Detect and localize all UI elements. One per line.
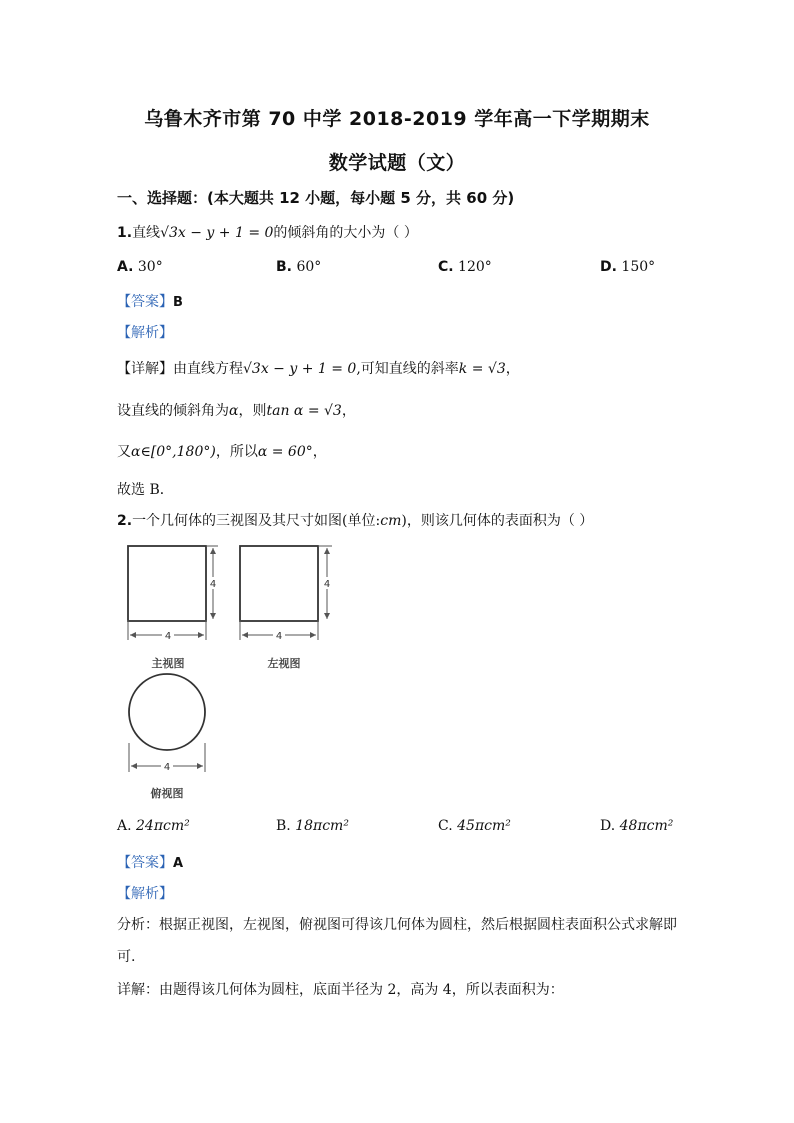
option-value: 30° [137, 259, 163, 275]
option-label: B. [276, 259, 292, 275]
answer-tag: 【答案】 [117, 855, 173, 871]
detail-tag: 【详解】 [117, 361, 173, 377]
detail-math: α = 60° [257, 444, 313, 460]
answer-value: A [173, 856, 184, 871]
analysis-line-1: 分析：根据正视图，左视图，俯视图可得该几何体为圆柱，然后根据圆柱表面积公式求解即 [117, 917, 677, 933]
option-value: 60° [296, 259, 322, 275]
front-view-label: 主视图 [151, 657, 185, 670]
answer-tag: 【答案】 [117, 294, 173, 310]
answer-row [117, 852, 183, 872]
three-view-figure [118, 540, 348, 805]
detail-text: ,可知直线的斜率 [356, 361, 459, 377]
option-label: C. [438, 818, 453, 834]
arrow-right-icon [198, 632, 204, 638]
option-label: D. [600, 259, 617, 275]
detail-text: 由直线方程 [173, 361, 243, 377]
arrow-down-icon [210, 613, 216, 619]
stem-text: )，则该几何体的表面积为（ ） [401, 513, 594, 529]
detail-text: ，则 [238, 403, 267, 419]
side-view-label: 左视图 [267, 657, 301, 670]
analysis-tag: 【解析】 [117, 325, 173, 341]
option-label: D. [600, 818, 616, 834]
option-label: A. [117, 818, 132, 834]
detail-line-3 [117, 441, 327, 461]
stem-unit: cm [380, 513, 402, 529]
width-dimension-label: 4 [163, 762, 171, 773]
top-view-label: 俯视图 [150, 787, 184, 800]
option-b[interactable] [276, 259, 321, 275]
arrow-right-icon [197, 763, 203, 769]
front-view-square [128, 546, 206, 621]
side-view [240, 546, 333, 670]
option-value: 24πcm² [136, 818, 190, 834]
detail-line: 详解：由题得该几何体为圆柱，底面半径为 2，高为 4，所以表面积为： [117, 982, 564, 998]
option-d[interactable] [600, 259, 655, 275]
option-a[interactable] [117, 259, 163, 275]
analysis-line-2: 可. [117, 949, 136, 965]
arrow-left-icon [130, 632, 136, 638]
answer-value: B [173, 295, 183, 310]
option-label: C. [438, 259, 454, 275]
option-value: 45πcm² [457, 818, 511, 834]
arrow-right-icon [310, 632, 316, 638]
detail-text: ，所以 [215, 444, 258, 460]
detail-math: α [229, 403, 239, 419]
option-d[interactable] [600, 818, 673, 834]
detail-math: k = √3 [458, 361, 506, 377]
option-value: 150° [621, 259, 656, 275]
stem-text: 一个几何体的三视图及其尺寸如图(单位: [132, 513, 381, 529]
arrow-up-icon [210, 548, 216, 554]
option-c[interactable] [438, 818, 511, 834]
detail-math: tan α = √3 [266, 403, 342, 419]
page-subtitle: 数学试题（文） [328, 152, 466, 174]
arrow-left-icon [131, 763, 137, 769]
question-number: 1. [117, 225, 133, 241]
top-view [129, 674, 205, 800]
detail-text: ， [505, 361, 520, 377]
side-view-square [240, 546, 318, 621]
option-value: 120° [458, 259, 492, 275]
arrow-left-icon [242, 632, 248, 638]
arrow-down-icon [324, 613, 330, 619]
option-label: B. [276, 818, 291, 834]
question-1-stem [117, 222, 418, 242]
top-view-circle [129, 674, 205, 750]
detail-text: 又 [117, 444, 131, 460]
detail-math: α∈[0°,180°) [131, 444, 216, 460]
front-view [128, 546, 219, 670]
height-dimension-label: 4 [209, 579, 217, 590]
detail-math: √3x − y + 1 = 0 [243, 361, 357, 377]
option-b[interactable] [276, 818, 349, 834]
detail-text: ， [312, 444, 327, 460]
stem-text: 的倾斜角的大小为（ ） [273, 225, 418, 241]
arrow-up-icon [324, 548, 330, 554]
analysis-tag: 【解析】 [117, 886, 173, 902]
question-2-stem [117, 510, 593, 530]
question-number: 2. [117, 513, 133, 529]
section-heading: 一、选择题：(本大题共 12 小题，每小题 5 分，共 60 分) [117, 189, 515, 207]
option-label: A. [117, 259, 134, 275]
width-dimension-label: 4 [275, 631, 283, 642]
page-title: 乌鲁木齐市第 70 中学 2018-2019 学年高一下学期期末 [144, 108, 650, 130]
detail-text: ， [341, 403, 356, 419]
detail-line-2 [117, 400, 356, 420]
stem-equation: √3x − y + 1 = 0 [160, 225, 274, 241]
detail-line-1 [117, 358, 520, 378]
option-value: 18πcm² [295, 818, 349, 834]
stem-text: 直线 [132, 225, 161, 241]
height-dimension-label: 4 [323, 579, 331, 590]
detail-line-4: 故选 B． [117, 482, 174, 498]
width-dimension-label: 4 [164, 631, 172, 642]
answer-row [117, 291, 183, 311]
option-value: 48πcm² [619, 818, 674, 834]
detail-text: 设直线的倾斜角为 [117, 403, 229, 419]
option-c[interactable] [438, 259, 492, 275]
option-a[interactable] [117, 818, 190, 834]
